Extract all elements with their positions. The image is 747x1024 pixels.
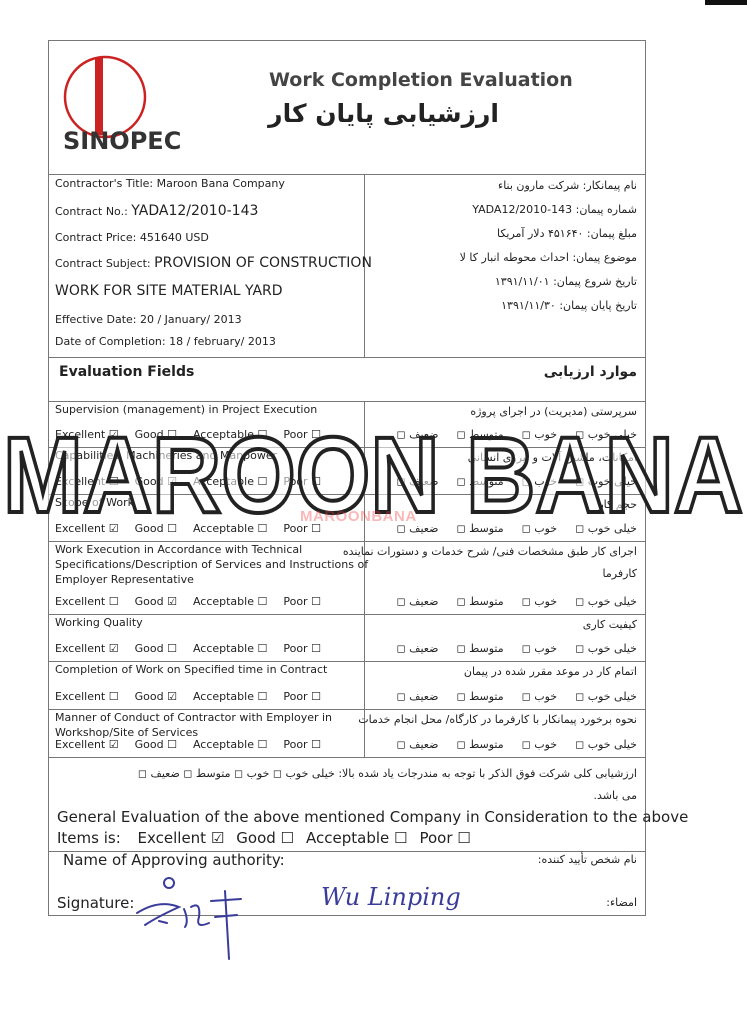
rating-option[interactable]: Acceptable ☐ xyxy=(192,642,268,655)
sinopec-logo xyxy=(59,47,182,157)
rating-option-fa[interactable]: خیلی خوب ◻ xyxy=(575,522,637,535)
criteria-ratings-fa xyxy=(378,690,637,703)
general-evaluation-en: General Evaluation of the above mentioned Company in Consideration to the above xyxy=(57,808,689,826)
criteria-label-en: Capabilities, Machineries and Manpower xyxy=(55,449,278,462)
signature-label: Signature: xyxy=(57,894,135,912)
rating-option[interactable]: Good ☐ xyxy=(134,738,177,751)
title-en: Work Completion Evaluation xyxy=(269,69,573,91)
contract-subject-line2: WORK FOR SITE MATERIAL YARD xyxy=(55,283,283,299)
rating-option-fa[interactable]: ضعیف ◻ xyxy=(396,522,439,535)
rating-option-fa[interactable]: خوب ◻ xyxy=(521,428,558,441)
rating-option-fa[interactable]: متوسط ◻ xyxy=(456,428,504,441)
rating-option[interactable]: Acceptable ☐ xyxy=(192,595,268,608)
criteria-ratings-fa xyxy=(378,595,637,608)
criteria-label-fa: کیفیت کاری xyxy=(582,618,637,631)
criteria-ratings-fa xyxy=(378,738,637,751)
rating-option[interactable]: Poor ☐ xyxy=(283,475,321,488)
criteria-ratings-fa xyxy=(378,642,637,655)
contract-subject: Contract Subject: PROVISION OF CONSTRUCTION xyxy=(55,255,372,271)
rating-option[interactable]: Poor ☐ xyxy=(283,428,321,441)
evaluation-fields-header-fa: موارد ارزیابی xyxy=(543,364,637,380)
rating-option-fa[interactable]: متوسط ◻ xyxy=(456,595,504,608)
criteria-label-fa: امکانات، ماشین آلات و نیروی انسانی xyxy=(467,451,637,464)
rating-option-fa[interactable]: خیلی خوب ◻ xyxy=(575,738,637,751)
criteria-ratings-en xyxy=(55,738,337,751)
rating-option-fa[interactable]: خیلی خوب ◻ xyxy=(575,690,637,703)
criteria-ratings-en xyxy=(55,642,337,655)
rating-option[interactable]: Excellent ☑ xyxy=(55,522,119,535)
contractor-title-fa: نام پیمانکار: شرکت مارون بناء xyxy=(498,179,637,192)
criteria-ratings-fa xyxy=(378,522,637,535)
general-evaluation-fa-line2: می باشد. xyxy=(593,789,637,802)
handwritten-name: Wu Linping xyxy=(321,883,461,911)
rating-option[interactable]: Acceptable ☐ xyxy=(192,428,268,441)
rating-option[interactable]: Excellent ☐ xyxy=(55,475,119,488)
rating-option-fa[interactable]: خوب ◻ xyxy=(521,475,558,488)
criteria-ratings-fa xyxy=(378,428,637,441)
criteria-label-en: Scope of Work xyxy=(55,496,134,509)
top-edge-mark xyxy=(705,0,747,5)
rating-option[interactable]: Excellent ☐ xyxy=(55,690,119,703)
rating-option-fa[interactable]: خیلی خوب ◻ xyxy=(575,428,637,441)
approver-name-label: Name of Approving authority: xyxy=(63,851,285,869)
rating-option-fa[interactable]: متوسط ◻ xyxy=(456,690,504,703)
rating-option[interactable]: Good ☐ xyxy=(134,428,177,441)
rating-option-fa[interactable]: خوب ◻ xyxy=(521,522,558,535)
handwritten-signature xyxy=(129,873,254,963)
rating-option-fa[interactable]: متوسط ◻ xyxy=(456,475,504,488)
rating-option-fa[interactable]: ضعیف ◻ xyxy=(396,690,439,703)
rating-option-fa[interactable]: ضعیف ◻ xyxy=(396,475,439,488)
general-rating-option[interactable]: Acceptable ☐ xyxy=(306,829,408,847)
rating-option-fa[interactable]: ضعیف ◻ xyxy=(396,595,439,608)
rating-option[interactable]: Good ☑ xyxy=(134,595,177,608)
rating-option[interactable]: Acceptable ☐ xyxy=(192,522,268,535)
general-rating-option[interactable]: Excellent ☑ xyxy=(137,829,225,847)
general-rating-option[interactable]: Good ☐ xyxy=(236,829,294,847)
rating-option-fa[interactable]: ضعیف ◻ xyxy=(396,428,439,441)
rating-option[interactable]: Excellent ☐ xyxy=(55,595,119,608)
criteria-ratings-en xyxy=(55,428,337,441)
criteria-ratings-en xyxy=(55,595,337,608)
criteria-ratings-fa xyxy=(378,475,637,488)
rating-option[interactable]: Good ☐ xyxy=(134,642,177,655)
rating-option[interactable]: Acceptable ☐ xyxy=(192,738,268,751)
rating-option[interactable]: Acceptable ☐ xyxy=(192,690,268,703)
general-evaluation-fa: ارزشیابی کلی شرکت فوق الذکر با توجه به مندرجات یاد شده بالا: خیلی خوب ◻ خوب ◻ متوسط ◻ ضعیف ◻ xyxy=(137,767,637,780)
criteria-label-en: Manner of Conduct of Contractor with Employer in xyxy=(55,711,333,724)
criteria-label-en: Work Execution in Accordance with Technical xyxy=(55,543,303,556)
end-date-fa: تاریخ پایان پیمان: ۱۳۹۱/۱۱/۳۰ xyxy=(501,299,637,312)
criteria-label-en: Employer Representative xyxy=(55,573,194,586)
signature-label-fa: امضاء: xyxy=(606,896,637,909)
rating-option-fa[interactable]: خوب ◻ xyxy=(521,738,558,751)
rating-option-fa[interactable]: خوب ◻ xyxy=(521,642,558,655)
evaluation-form xyxy=(48,40,689,916)
contract-no: Contract No.: YADA12/2010-143 xyxy=(55,203,259,219)
criteria-ratings-en xyxy=(55,690,337,703)
criteria-label-en: Workshop/Site of Services xyxy=(55,726,199,739)
watermark-small: MAROONBANA xyxy=(300,508,417,525)
rating-option[interactable]: Good ☑ xyxy=(134,690,177,703)
rating-option-fa[interactable]: متوسط ◻ xyxy=(456,738,504,751)
rating-option-fa[interactable]: ضعیف ◻ xyxy=(396,642,439,655)
rating-option-fa[interactable]: متوسط ◻ xyxy=(456,522,504,535)
rating-option-fa[interactable]: خوب ◻ xyxy=(521,595,558,608)
evaluation-fields-header: Evaluation Fields xyxy=(59,364,195,380)
approver-name-label-fa: نام شخص تأیید کننده: xyxy=(537,853,637,866)
rating-option[interactable]: Excellent ☑ xyxy=(55,642,119,655)
contract-no-fa: شماره پیمان: YADA12/2010-143 xyxy=(472,203,637,216)
rating-option-fa[interactable]: خیلی خوب ◻ xyxy=(575,475,637,488)
criteria-label-en: Working Quality xyxy=(55,616,143,629)
contractor-title: Contractor's Title: Maroon Bana Company xyxy=(55,177,285,190)
rating-option[interactable]: Excellent ☑ xyxy=(55,428,119,441)
criteria-ratings-en xyxy=(55,522,337,535)
completion-date: Date of Completion: 18 / february/ 2013 xyxy=(55,335,276,348)
criteria-label-fa: سرپرستی (مدیریت) در اجرای پروژه xyxy=(470,405,637,418)
rating-option[interactable]: Poor ☐ xyxy=(283,522,321,535)
contract-subject-fa: موضوع پیمان: احداث محوطه انبار کا لا xyxy=(459,251,637,264)
criteria-label-fa: اجرای کار طبق مشخصات فنی/ شرح خدمات و دستورات نماینده xyxy=(342,545,637,558)
criteria-ratings-en xyxy=(55,475,337,488)
rating-option[interactable]: Poor ☐ xyxy=(283,642,321,655)
general-evaluation-ratings: Items is: Excellent ☑ Good ☐ Acceptable ☐ Poor ☐ xyxy=(57,829,471,847)
rating-option-fa[interactable]: متوسط ◻ xyxy=(456,642,504,655)
criteria-label-en: Supervision (management) in Project Execution xyxy=(55,403,318,416)
criteria-label-fa: نحوه برخورد پیمانکار با کارفرما در کارگاه/ محل انجام خدمات xyxy=(358,713,637,726)
criteria-label-en: Completion of Work on Specified time in Contract xyxy=(55,663,328,676)
rating-option[interactable]: Acceptable ☐ xyxy=(192,475,268,488)
rating-option[interactable]: Poor ☐ xyxy=(283,690,321,703)
general-rating-option[interactable]: Poor ☐ xyxy=(419,829,471,847)
effective-date: Effective Date: 20 / January/ 2013 xyxy=(55,313,242,326)
rating-option-fa[interactable]: خیلی خوب ◻ xyxy=(575,595,637,608)
criteria-label-en: Specifications/Description of Services and Instructions of xyxy=(55,558,369,571)
criteria-label-fa: حجم کار xyxy=(598,498,637,511)
contract-price: Contract Price: 451640 USD xyxy=(55,231,209,244)
rating-option-fa[interactable]: خیلی خوب ◻ xyxy=(575,642,637,655)
contract-price-fa: مبلغ پیمان: ۴۵۱۶۴۰ دلار آمریکا xyxy=(496,227,637,240)
svg-text:MAROON BANA: MAROON BANA xyxy=(3,414,743,535)
rating-option[interactable]: Poor ☐ xyxy=(283,738,321,751)
rating-option-fa[interactable]: خوب ◻ xyxy=(521,690,558,703)
rating-option-fa[interactable]: ضعیف ◻ xyxy=(396,738,439,751)
start-date-fa: تاریخ شروع پیمان: ۱۳۹۱/۱۱/۰۱ xyxy=(494,275,637,288)
rating-option[interactable]: Good ☑ xyxy=(134,475,177,488)
criteria-label-fa: اتمام کار در موعد مقرر شده در پیمان xyxy=(463,665,637,678)
rating-option[interactable]: Poor ☐ xyxy=(283,595,321,608)
criteria-label-fa: کارفرما xyxy=(602,567,637,580)
rating-option[interactable]: Excellent ☑ xyxy=(55,738,119,751)
title-fa: ارزشیابی پایان کار xyxy=(268,99,499,128)
svg-text:SINOPEC: SINOPEC xyxy=(63,127,182,155)
rating-option[interactable]: Good ☐ xyxy=(134,522,177,535)
